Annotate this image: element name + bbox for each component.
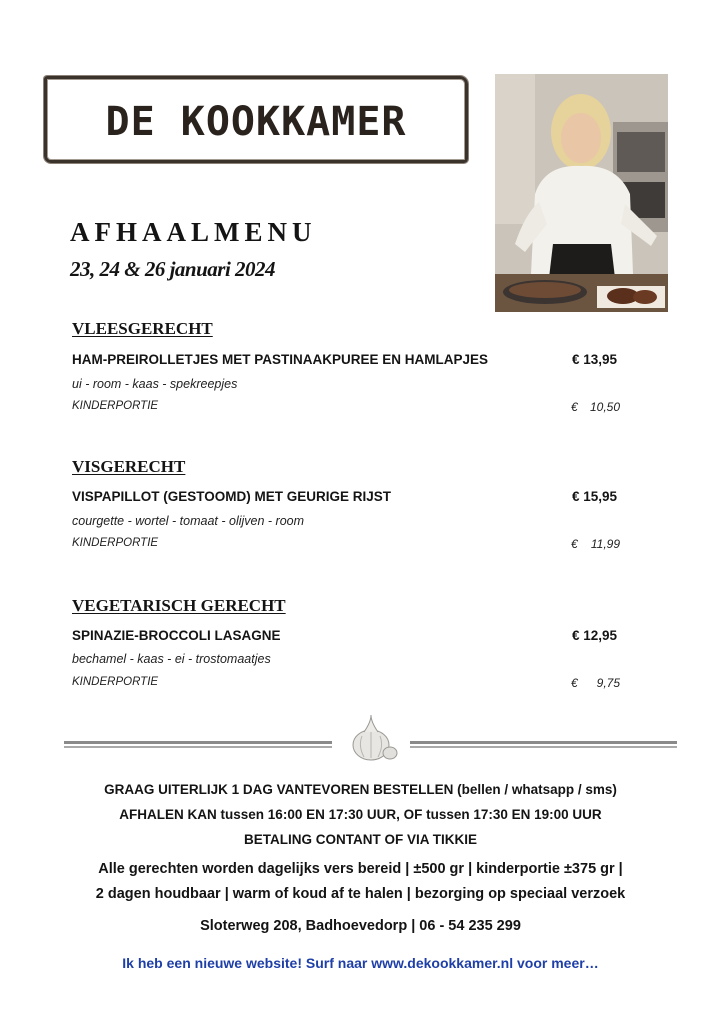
dish-ingredients: ui - room - kaas - spekreepjes <box>72 377 238 391</box>
order-notice: GRAAG UITERLIJK 1 DAG VANTEVOREN BESTELLEN (bellen / whatsapp / sms) <box>104 782 617 797</box>
divider-left <box>64 741 332 748</box>
currency-symbol: € <box>571 400 578 414</box>
dish-price: € 13,95 <box>572 352 618 367</box>
dish-ingredients: courgette - wortel - tomaat - olijven - room <box>72 514 305 528</box>
divider-right <box>410 741 677 748</box>
currency-symbol: € <box>571 537 578 551</box>
logo <box>44 76 468 163</box>
website-notice[interactable]: Ik heb een nieuwe website! Surf naar www.dekookkamer.nl voor meer… <box>122 955 599 971</box>
payment-info: BETALING CONTANT OF VIA TIKKIE <box>244 832 477 847</box>
section-title: VLEESGERECHT <box>72 319 213 338</box>
pickup-times: AFHALEN KAN tussen 16:00 EN 17:30 UUR, OF tussen 17:30 EN 19:00 UUR <box>119 807 602 822</box>
dish-ingredients: bechamel - kaas - ei - trostomaatjes <box>72 652 271 666</box>
dish-name: HAM-PREIROLLETJES MET PASTINAAKPUREE EN HAMLAPJES <box>72 352 489 367</box>
kids-price-amount: 10,50 <box>589 400 620 414</box>
garlic-icon <box>342 712 400 762</box>
kids-price-amount: 9,75 <box>596 676 620 690</box>
kids-portion-label: KINDERPORTIE <box>72 676 159 688</box>
info-line-1: Alle gerechten worden dagelijks vers bereid | ±500 gr | kinderportie ±375 gr | <box>98 861 623 877</box>
kids-portion-label: KINDERPORTIE <box>72 537 159 549</box>
section-title: VISGERECHT <box>72 457 186 476</box>
page-title: AFHAALMENU <box>70 217 317 247</box>
kids-price-amount: 11,99 <box>590 537 620 551</box>
dish-name: VISPAPILLOT (GESTOOMD) MET GEURIGE RIJST <box>72 489 392 504</box>
logo-text: DE KOOKKAMER <box>105 99 407 145</box>
currency-symbol: € <box>571 676 578 690</box>
chef-photo-icon <box>495 74 668 312</box>
contact-address: Sloterweg 208, Badhoevedorp | 06 - 54 235 299 <box>200 918 521 934</box>
dish-name: SPINAZIE-BROCCOLI LASAGNE <box>72 628 281 643</box>
menu-dates: 23, 24 & 26 januari 2024 <box>70 257 276 281</box>
section-title: VEGETARISCH GERECHT <box>72 596 286 615</box>
dish-price: € 12,95 <box>572 628 618 643</box>
kids-portion-label: KINDERPORTIE <box>72 400 159 412</box>
chef-photo-illustration <box>495 74 668 312</box>
dish-price: € 15,95 <box>572 489 618 504</box>
info-line-2: 2 dagen houdbaar | warm of koud af te halen | bezorging op speciaal verzoek <box>95 886 626 902</box>
